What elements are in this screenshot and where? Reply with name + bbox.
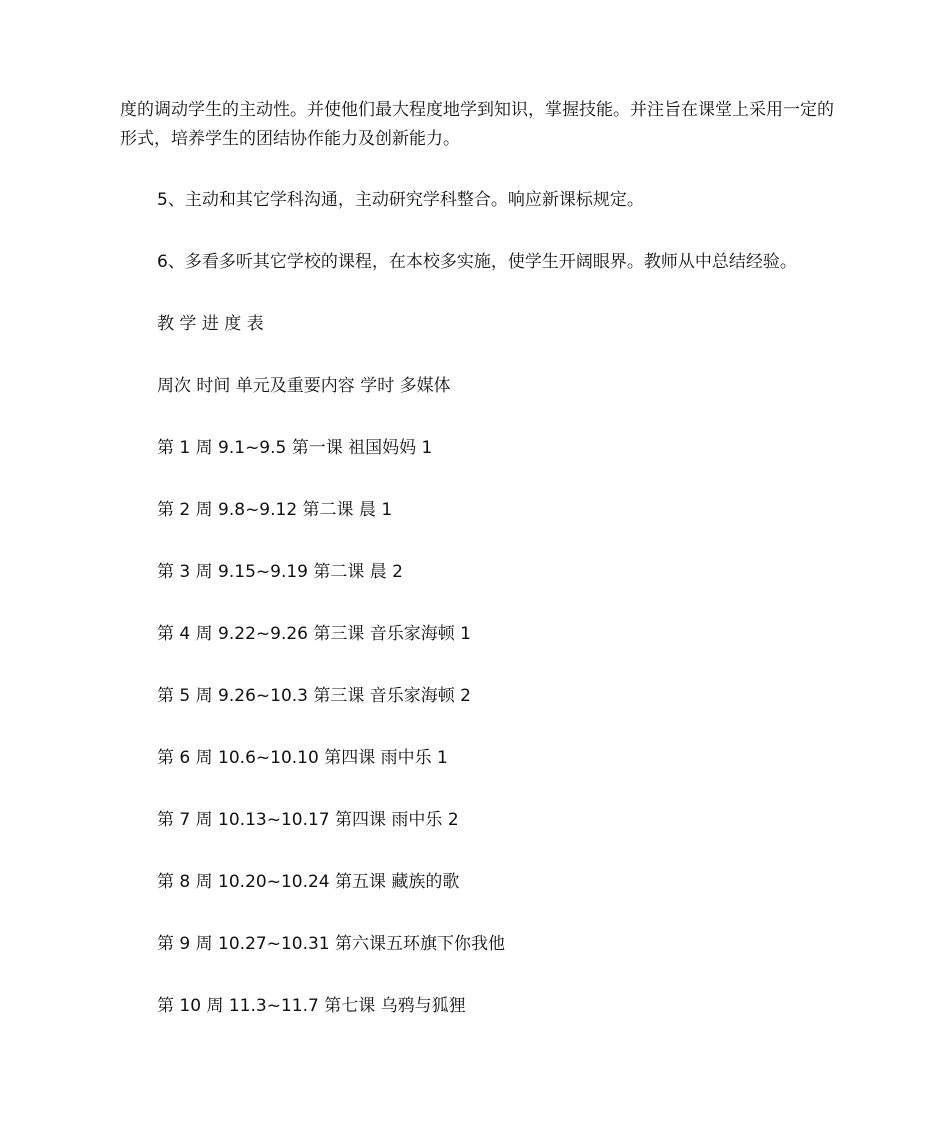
intro-paragraph-block (120, 96, 840, 154)
schedule-row-week-1: 第 1 周 9.1~9.5 第一课 祖国妈妈 1 (157, 438, 433, 458)
schedule-title: 教 学 进 度 表 (157, 314, 264, 334)
line-item-6: 6、多看多听其它学校的课程，在本校多实施，使学生开阔眼界。教师从中总结经验。 (157, 252, 797, 272)
intro-paragraph: 度的调动学生的主动性。并使他们最大程度地学到知识，掌握技能。并注旨在课堂上采用一定的形式，培养学生的团结协作能力及创新能力。 (120, 100, 834, 149)
schedule-row-week-8: 第 8 周 10.20~10.24 第五课 藏族的歌 (157, 872, 460, 892)
line-item-5: 5、主动和其它学科沟通，主动研究学科整合。响应新课标规定。 (157, 190, 644, 210)
schedule-row-week-7: 第 7 周 10.13~10.17 第四课 雨中乐 2 (157, 810, 459, 830)
schedule-row-week-10: 第 10 周 11.3~11.7 第七课 乌鸦与狐狸 (157, 996, 466, 1016)
schedule-row-week-4: 第 4 周 9.22~9.26 第三课 音乐家海顿 1 (157, 624, 472, 644)
schedule-row-week-5: 第 5 周 9.26~10.3 第三课 音乐家海顿 2 (157, 686, 472, 706)
schedule-header: 周次 时间 单元及重要内容 学时 多媒体 (157, 376, 451, 396)
schedule-row-week-6: 第 6 周 10.6~10.10 第四课 雨中乐 1 (157, 748, 448, 768)
document-lines (157, 186, 857, 1054)
schedule-row-week-2: 第 2 周 9.8~9.12 第二课 晨 1 (157, 500, 393, 520)
schedule-row-week-3: 第 3 周 9.15~9.19 第二课 晨 2 (157, 562, 404, 582)
schedule-row-week-9: 第 9 周 10.27~10.31 第六课五环旗下你我他 (157, 934, 506, 954)
